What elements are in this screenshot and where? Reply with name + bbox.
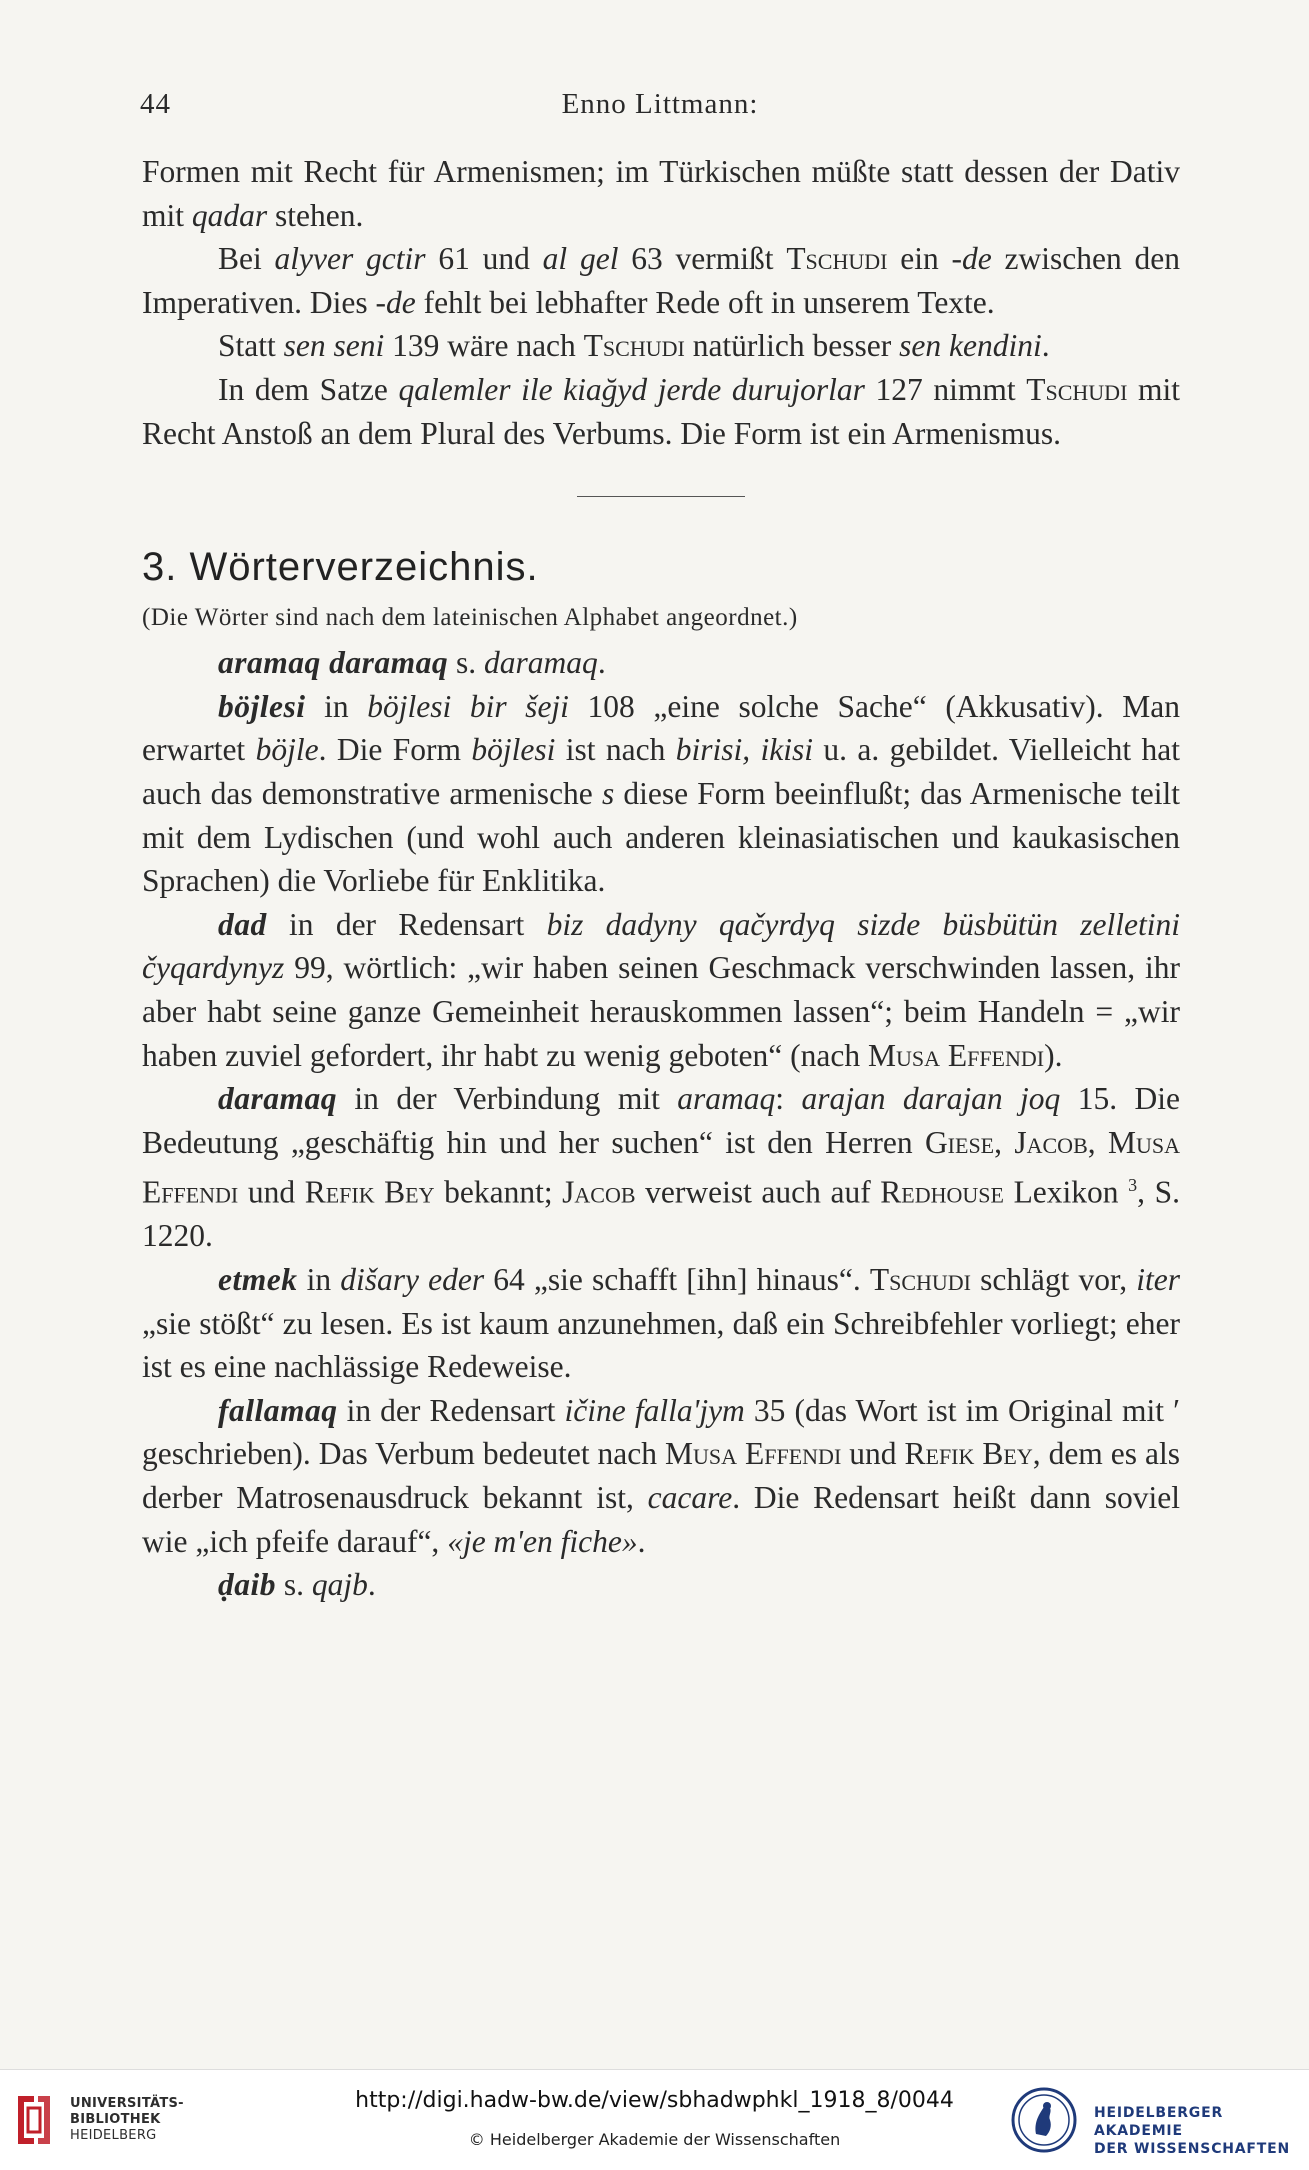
- entry-fallamaq: fallamaq in der Redensart ičine falla'jym 35 (das Wort ist im Original mit ′ geschrieben). Das Verbum bedeutet nach Musa Effendi und Refik Bey, dem es als derber Matrosenausdruck bekannt ist, cacare. Die Redensart heißt dann soviel wie „ich pfeife darauf“, «je m'en fiche».: [142, 1392, 1181, 1559]
- university-library-name: UNIVERSITÄTS- BIBLIOTHEK HEIDELBERG: [70, 2096, 184, 2143]
- permalink-url[interactable]: http://digi.hadw-bw.de/view/sbhadwphkl_1918_8/0044: [355, 2088, 954, 2113]
- headword: etmek: [218, 1261, 298, 1297]
- headword: böjlesi: [218, 688, 306, 724]
- running-title: Enno Littmann:: [561, 88, 759, 120]
- page-number: 44: [140, 88, 171, 120]
- entry-etmek: etmek in dišary eder 64 „sie schafft [ihn] hinaus“. Tschudi schlägt vor, iter „sie stößt“ zu lesen. Es ist kaum anzunehmen, daß ein Schreibfehler vorliegt; eher ist es eine nachlässige Redeweise.: [142, 1261, 1180, 1385]
- academy-seal-icon[interactable]: [1010, 2086, 1078, 2154]
- entry-qaib: ḍaib s. qajb.: [218, 1567, 376, 1603]
- paragraph-formen: Formen mit Recht für Armenismen; im Türkischen müßte statt dessen der Dativ mit qadar stehen.: [142, 154, 1180, 233]
- headword: fallamaq: [218, 1392, 338, 1428]
- entry-aramaq: aramaq daramaq s. daramaq.: [218, 645, 606, 681]
- headword: ḍaib: [218, 1567, 277, 1603]
- section-divider: [577, 496, 745, 497]
- headword: daramaq: [218, 1081, 338, 1117]
- footer-bar: [0, 2069, 1309, 2170]
- entry-bojlesi: böjlesi in böjlesi bir šeji 108 „eine solche Sache“ (Akkusativ). Man erwartet böjle. Die Form böjlesi ist nach birisi, ikisi u. a. gebildet. Vielleicht hat auch das demonstrative armenische s diese Form beeinflußt; das Armenische teilt mit dem Lydischen (und wohl auch anderen kleinasiatischen und kaukasischen Sprachen) die Vorliebe für Enklitika.: [142, 688, 1181, 899]
- paragraph-qalemler: In dem Satze qalemler ile kiağyd jerde durujorlar 127 nimmt Tschudi mit Recht Anstoß an dem Plural des Verbums. Die Form ist ein Armenismus.: [142, 371, 1180, 451]
- headword: dad: [218, 906, 267, 942]
- page-body: [142, 150, 1180, 1607]
- section-note: (Die Wörter sind nach dem lateinischen Alphabet angeordnet.): [142, 604, 798, 632]
- entry-daramaq: daramaq in der Verbindung mit aramaq: arajan darajan joq 15. Die Bedeutung „geschäftig hin und her suchen“ ist den Herren Giese, Jacob, Musa Effendi und Refik Bey bekannt; Jacob verweist auch auf Redhouse Lexikon $^3$, S. 1220.: [142, 1081, 1181, 1254]
- page-header: [140, 88, 1180, 128]
- entry-dad: dad in der Redensart biz dadyny qačyrdyq sizde büsbütün zelletini čyqardynyz 99, wörtlich: „wir haben seinen Geschmack verschwinden lassen, ihr aber habt seine ganze Gemeinheit herauskommen lassen“; beim Handeln = „wir haben zuviel gefordert, ihr habt zu wenig geboten“ (nach Musa Effendi).: [142, 906, 1180, 1073]
- university-library-logo-icon[interactable]: [14, 2092, 54, 2148]
- section-title: 3. Wörterverzeichnis.: [142, 545, 539, 590]
- copyright-notice: © Heidelberger Akademie der Wissenschaften: [468, 2130, 841, 2149]
- headword: aramaq daramaq: [218, 645, 449, 681]
- paragraph-sen-seni: Statt sen seni 139 wäre nach Tschudi natürlich besser sen kendini.: [218, 328, 1050, 364]
- paragraph-alyver: Bei alyver gctir 61 und al gel 63 vermißt Tschudi ein -de zwischen den Imperativen. Dies -de fehlt bei lebhafter Rede oft in unserem Texte.: [142, 241, 1181, 320]
- academy-name: HEIDELBERGER AKADEMIE DER WISSENSCHAFTEN: [1094, 2105, 1291, 2157]
